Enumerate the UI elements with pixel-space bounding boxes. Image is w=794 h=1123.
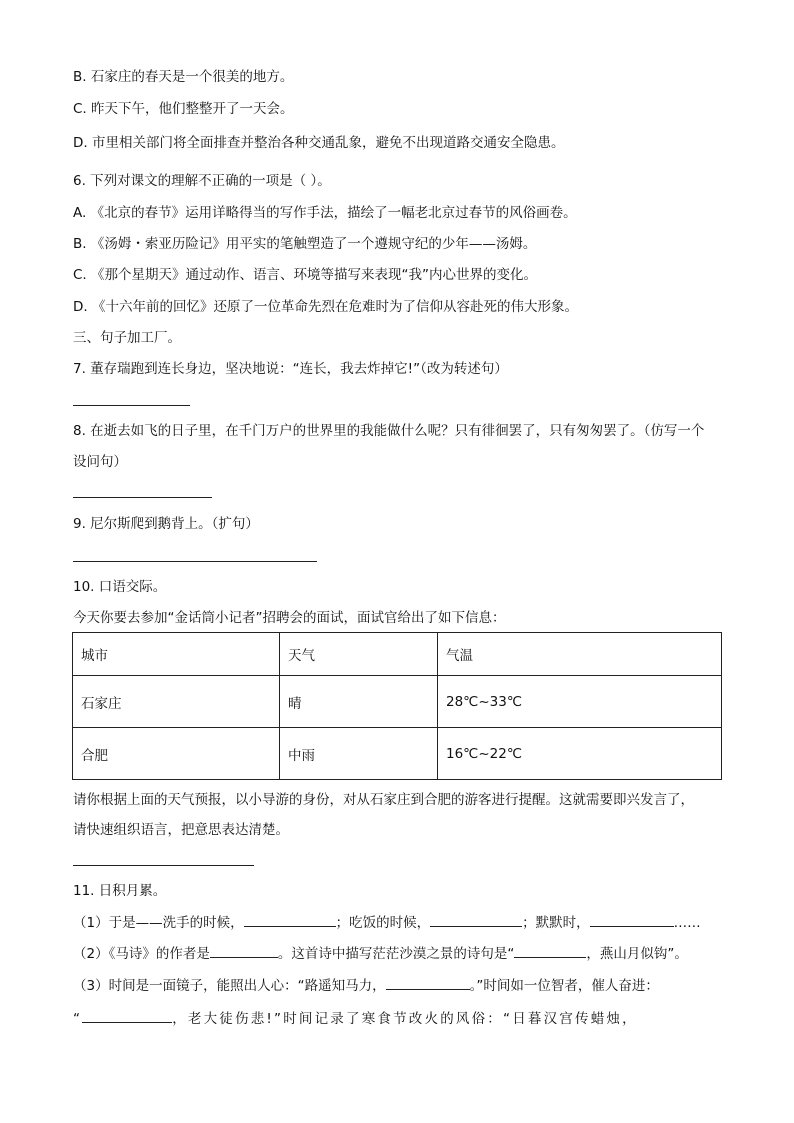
q10-intro: 今天你要去参加“金话筒小记者”招聘会的面试，面试官给出了如下信息： bbox=[73, 610, 506, 626]
q8-answer-line[interactable] bbox=[73, 497, 212, 498]
q9-answer-line[interactable] bbox=[73, 561, 317, 562]
q11-title: 11. 日积月累。 bbox=[73, 883, 167, 899]
q6-option-d: D. 《十六年前的回忆》还原了一位革命先烈在危难时为了信仰从容赴死的伟大形象。 bbox=[73, 299, 578, 315]
q6-option-b: B. 《汤姆・索亚历险记》用平实的笔触塑造了一个遵规守纪的少年——汤姆。 bbox=[73, 236, 537, 252]
q11-blank-2[interactable] bbox=[430, 912, 522, 927]
q8-text-line1: 8. 在逝去如飞的日子里，在千门万户的世界里的我能做什么呢？只有徘徊罢了，只有匆匆罢了。（仿写一个 bbox=[73, 423, 705, 439]
q7-answer-line[interactable] bbox=[73, 405, 190, 406]
q10-answer-line[interactable] bbox=[73, 865, 254, 866]
header-city: 城市 bbox=[73, 633, 280, 676]
q10-title: 10. 口语交际。 bbox=[73, 579, 167, 595]
q11-blank-changge[interactable] bbox=[82, 1008, 172, 1023]
q11-part3-line2 bbox=[73, 1008, 638, 1029]
q11-part1-text-d: …… bbox=[673, 915, 701, 931]
weather-table bbox=[72, 632, 722, 780]
q6-option-c: C. 《那个星期天》通过动作、语言、环境等描写来表现“我”内心世界的变化。 bbox=[73, 267, 537, 283]
weather-table-header-row bbox=[73, 633, 722, 676]
q11-part1-text-c: ；默默时， bbox=[522, 915, 590, 931]
q7-text: 7. 董存瑞跑到连长身边，坚决地说：“连长，我去炸掉它!”（改为转述句） bbox=[73, 361, 508, 377]
q11-part1 bbox=[73, 912, 701, 933]
q9-text: 9. 尼尔斯爬到鹅背上。（扩句） bbox=[73, 516, 259, 532]
q11-part2 bbox=[73, 943, 688, 964]
cell-city: 合肥 bbox=[73, 728, 280, 780]
q5-option-b: B. 石家庄的春天是一个很美的地方。 bbox=[73, 69, 294, 85]
q6-stem: 6. 下列对课文的理解不正确的一项是（ ）。 bbox=[73, 173, 331, 189]
q6-option-a: A. 《北京的春节》运用详略得当的写作手法，描绘了一幅老北京过春节的风俗画卷。 bbox=[73, 205, 577, 221]
q11-part2-text-a: （2）《马诗》的作者是 bbox=[73, 946, 210, 962]
header-temperature: 气温 bbox=[438, 633, 722, 676]
cell-weather: 晴 bbox=[280, 676, 438, 728]
cell-temperature: 16℃~22℃ bbox=[438, 728, 722, 780]
q11-part2-text-b: 。这首诗中描写茫茫沙漠之景的诗句是“ bbox=[277, 946, 515, 962]
cell-city: 石家庄 bbox=[73, 676, 280, 728]
header-weather: 天气 bbox=[280, 633, 438, 676]
section-3-heading: 三、句子加工厂。 bbox=[73, 330, 181, 346]
q11-part1-text-a: （1）于是——洗手的时候， bbox=[73, 915, 244, 931]
q5-option-c: C. 昨天下午，他们整整开了一天会。 bbox=[73, 101, 294, 117]
q11-part3-text-d: ，老大徒伤悲!”时间记录了寒食节改火的风俗：“日暮汉宫传蜡烛， bbox=[172, 1011, 638, 1027]
table-row bbox=[73, 728, 722, 780]
q11-part3-line1 bbox=[73, 975, 659, 996]
q11-part3-text-b: 。”时间如一位智者，催人奋进： bbox=[469, 978, 659, 994]
q11-blank-poem-line[interactable] bbox=[514, 943, 586, 958]
q8-text-line2: 设问句） bbox=[73, 454, 127, 470]
q10-prompt-line1: 请你根据上面的天气预报，以小导游的身份，对从石家庄到合肥的游客进行提醒。这就需要即兴发言了， bbox=[73, 792, 694, 808]
q11-blank-3[interactable] bbox=[590, 912, 674, 927]
q11-part1-text-b: ；吃饭的时候， bbox=[335, 915, 431, 931]
table-row bbox=[73, 676, 722, 728]
q11-blank-author[interactable] bbox=[210, 943, 278, 958]
q11-blank-1[interactable] bbox=[244, 912, 336, 927]
cell-temperature: 28℃~33℃ bbox=[438, 676, 722, 728]
q11-part3-text-a: （3）时间是一面镜子，能照出人心：“路遥知马力， bbox=[73, 978, 386, 994]
q10-prompt-line2: 请快速组织语言，把意思表达清楚。 bbox=[73, 822, 289, 838]
q11-blank-proverb[interactable] bbox=[386, 975, 470, 990]
cell-weather: 中雨 bbox=[280, 728, 438, 780]
q11-part3-text-c: “ bbox=[73, 1011, 83, 1027]
q11-part2-text-c: ，燕山月似钩”。 bbox=[586, 946, 688, 962]
q5-option-d: D. 市里相关部门将全面排查并整治各种交通乱象，避免不出现道路交通安全隐患。 bbox=[73, 135, 565, 151]
